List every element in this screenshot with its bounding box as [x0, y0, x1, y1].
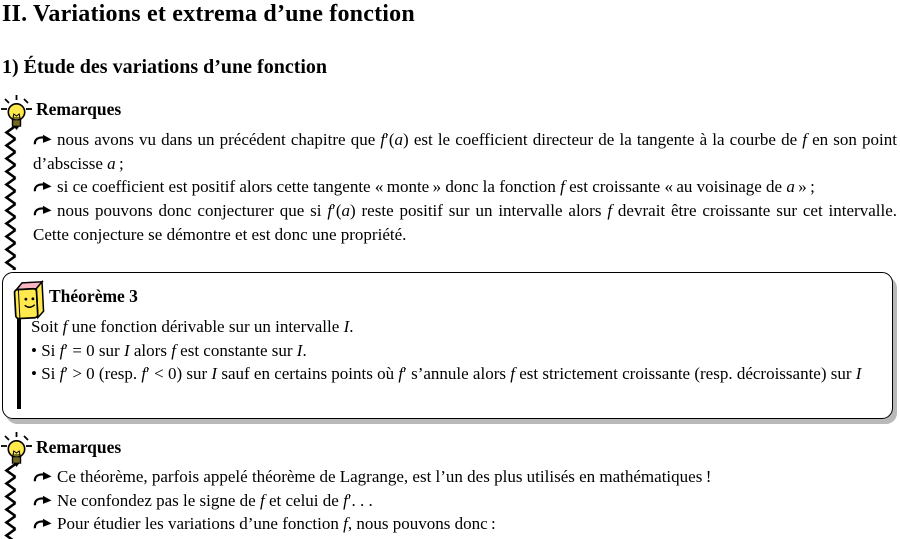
- theorem-body: [31, 315, 886, 386]
- zigzag-margin-rule: [3, 126, 19, 270]
- section-subtitle: 1) Étude des variations d’une fonction: [2, 56, 328, 78]
- remark-text: nous pouvons donc conjecturer que si f′(a) reste positif sur un intervalle alors f devrait être croissante sur cet intervalle. Cette conjecture se démontre et est donc une propriété.: [33, 201, 897, 244]
- swoosh-arrow-bullet-icon: [33, 205, 52, 217]
- remarks-list: [33, 465, 897, 536]
- remark-item: [33, 489, 897, 513]
- remark-item: [33, 175, 897, 199]
- remarks-list: [33, 128, 897, 247]
- remark-text: Ne confondez pas le signe de f et celui de f′. . .: [57, 490, 373, 510]
- remark-text: Ce théorème, parfois appelé théorème de Lagrange, est l’un des plus utilisés en mathématiques !: [57, 467, 712, 486]
- theorem-box: [2, 272, 893, 419]
- page-title: II. Variations et extrema d’une fonction: [2, 1, 415, 27]
- swoosh-arrow-bullet-icon: [33, 471, 52, 483]
- remarks-heading: Remarques: [36, 437, 122, 457]
- theorem-left-rule: [17, 318, 21, 409]
- theorem-line: • Si f′ > 0 (resp. f′ < 0) sur I sauf en certains points où f′ s’annule alors f est strictement croissante (resp. décroissante) sur I: [31, 364, 862, 384]
- remark-item: [33, 128, 897, 175]
- swoosh-arrow-bullet-icon: [33, 134, 52, 146]
- remark-item: [33, 465, 897, 489]
- swoosh-arrow-bullet-icon: [33, 181, 52, 193]
- swoosh-arrow-bullet-icon: [33, 495, 52, 507]
- theorem-line: • Si f′ = 0 sur I alors f est constante sur I.: [31, 340, 307, 360]
- zigzag-margin-rule: [3, 464, 19, 539]
- swoosh-arrow-bullet-icon: [33, 518, 52, 530]
- remark-text: Pour étudier les variations d’une fonction f, nous pouvons donc :: [57, 514, 496, 534]
- remark-item: [33, 512, 897, 536]
- theorem-line: Soit f une fonction dérivable sur un intervalle I.: [31, 317, 354, 336]
- remark-item: [33, 199, 897, 246]
- remarks-heading: Remarques: [36, 99, 122, 119]
- remark-text: nous avons vu dans un précédent chapitre que f′(a) est le coefficient directeur de la tangente à la courbe de f en son point d’abscisse a ;: [33, 130, 898, 173]
- theorem-heading: Théorème 3: [49, 286, 138, 306]
- remark-text: si ce coefficient est positif alors cette tangente « monte » donc la fonction f est croissante « au voisinage de a » ;: [57, 177, 815, 197]
